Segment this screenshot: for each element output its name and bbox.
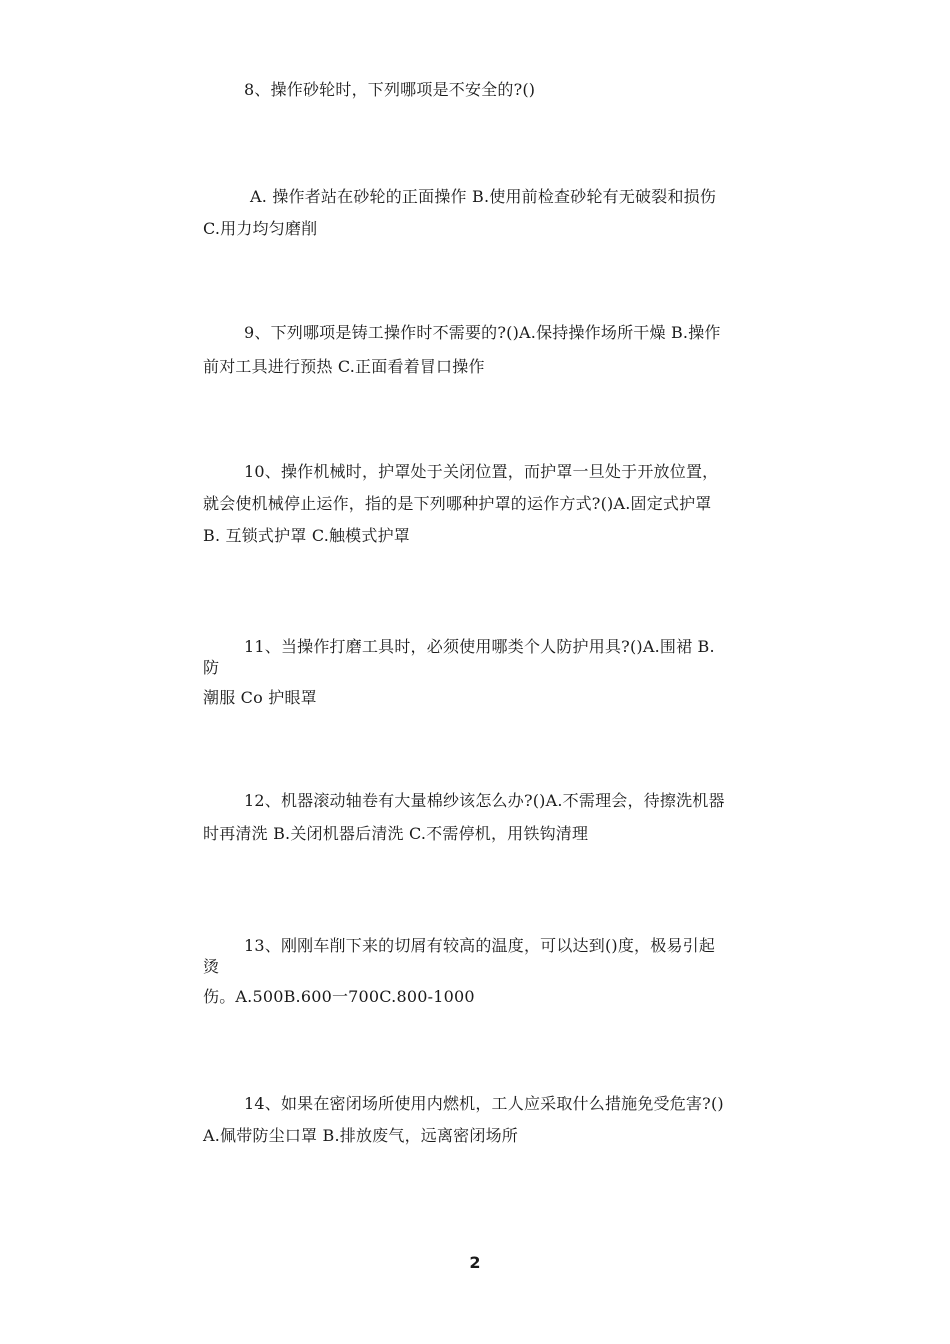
question-8-line-1: 8、操作砂轮时，下列哪项是不安全的?() xyxy=(244,80,536,99)
question-14-line-1: 14、如果在密闭场所使用内燃机，工人应采取什么措施免受危害?() xyxy=(244,1094,724,1113)
question-10-line-2: 就会使机械停止运作，指的是下列哪种护罩的运作方式?()A.固定式护罩 xyxy=(203,494,712,513)
question-9-line-2: 前对工具进行预热 C.正面看着冒口操作 xyxy=(203,357,485,376)
page-number: 2 xyxy=(469,1253,481,1272)
question-11-line-3: 潮服 Co 护眼罩 xyxy=(203,688,317,707)
question-13-line-1: 13、刚刚车削下来的切屑有较高的温度，可以达到()度，极易引起 xyxy=(244,936,716,955)
question-13-line-2: 烫 xyxy=(203,957,220,976)
question-12-line-1: 12、机器滚动轴卷有大量棉纱该怎么办?()A.不需理会，待擦洗机器 xyxy=(244,791,725,810)
question-8-line-3: C.用力均匀磨削 xyxy=(203,219,318,238)
question-14-line-2: A.佩带防尘口罩 B.排放废气，远离密闭场所 xyxy=(203,1126,518,1145)
question-8-line-2: A. 操作者站在砂轮的正面操作 B.使用前检查砂轮有无破裂和损伤 xyxy=(250,187,717,206)
question-11-line-2: 防 xyxy=(203,658,220,677)
question-12-line-2: 时再清洗 B.关闭机器后清洗 C.不需停机，用铁钩清理 xyxy=(203,824,589,843)
question-11-line-1: 11、当操作打磨工具时，必须使用哪类个人防护用具?()A.围裙 B. xyxy=(244,637,715,656)
question-10-line-3: B. 互锁式护罩 C.触模式护罩 xyxy=(203,526,410,545)
question-13-line-3: 伤。A.500B.600一700C.800-1000 xyxy=(203,987,475,1006)
question-9-line-1: 9、下列哪项是铸工操作时不需要的?()A.保持操作场所干燥 B.操作 xyxy=(244,323,721,342)
question-10-line-1: 10、操作机械时，护罩处于关闭位置，而护罩一旦处于开放位置， xyxy=(244,462,719,481)
